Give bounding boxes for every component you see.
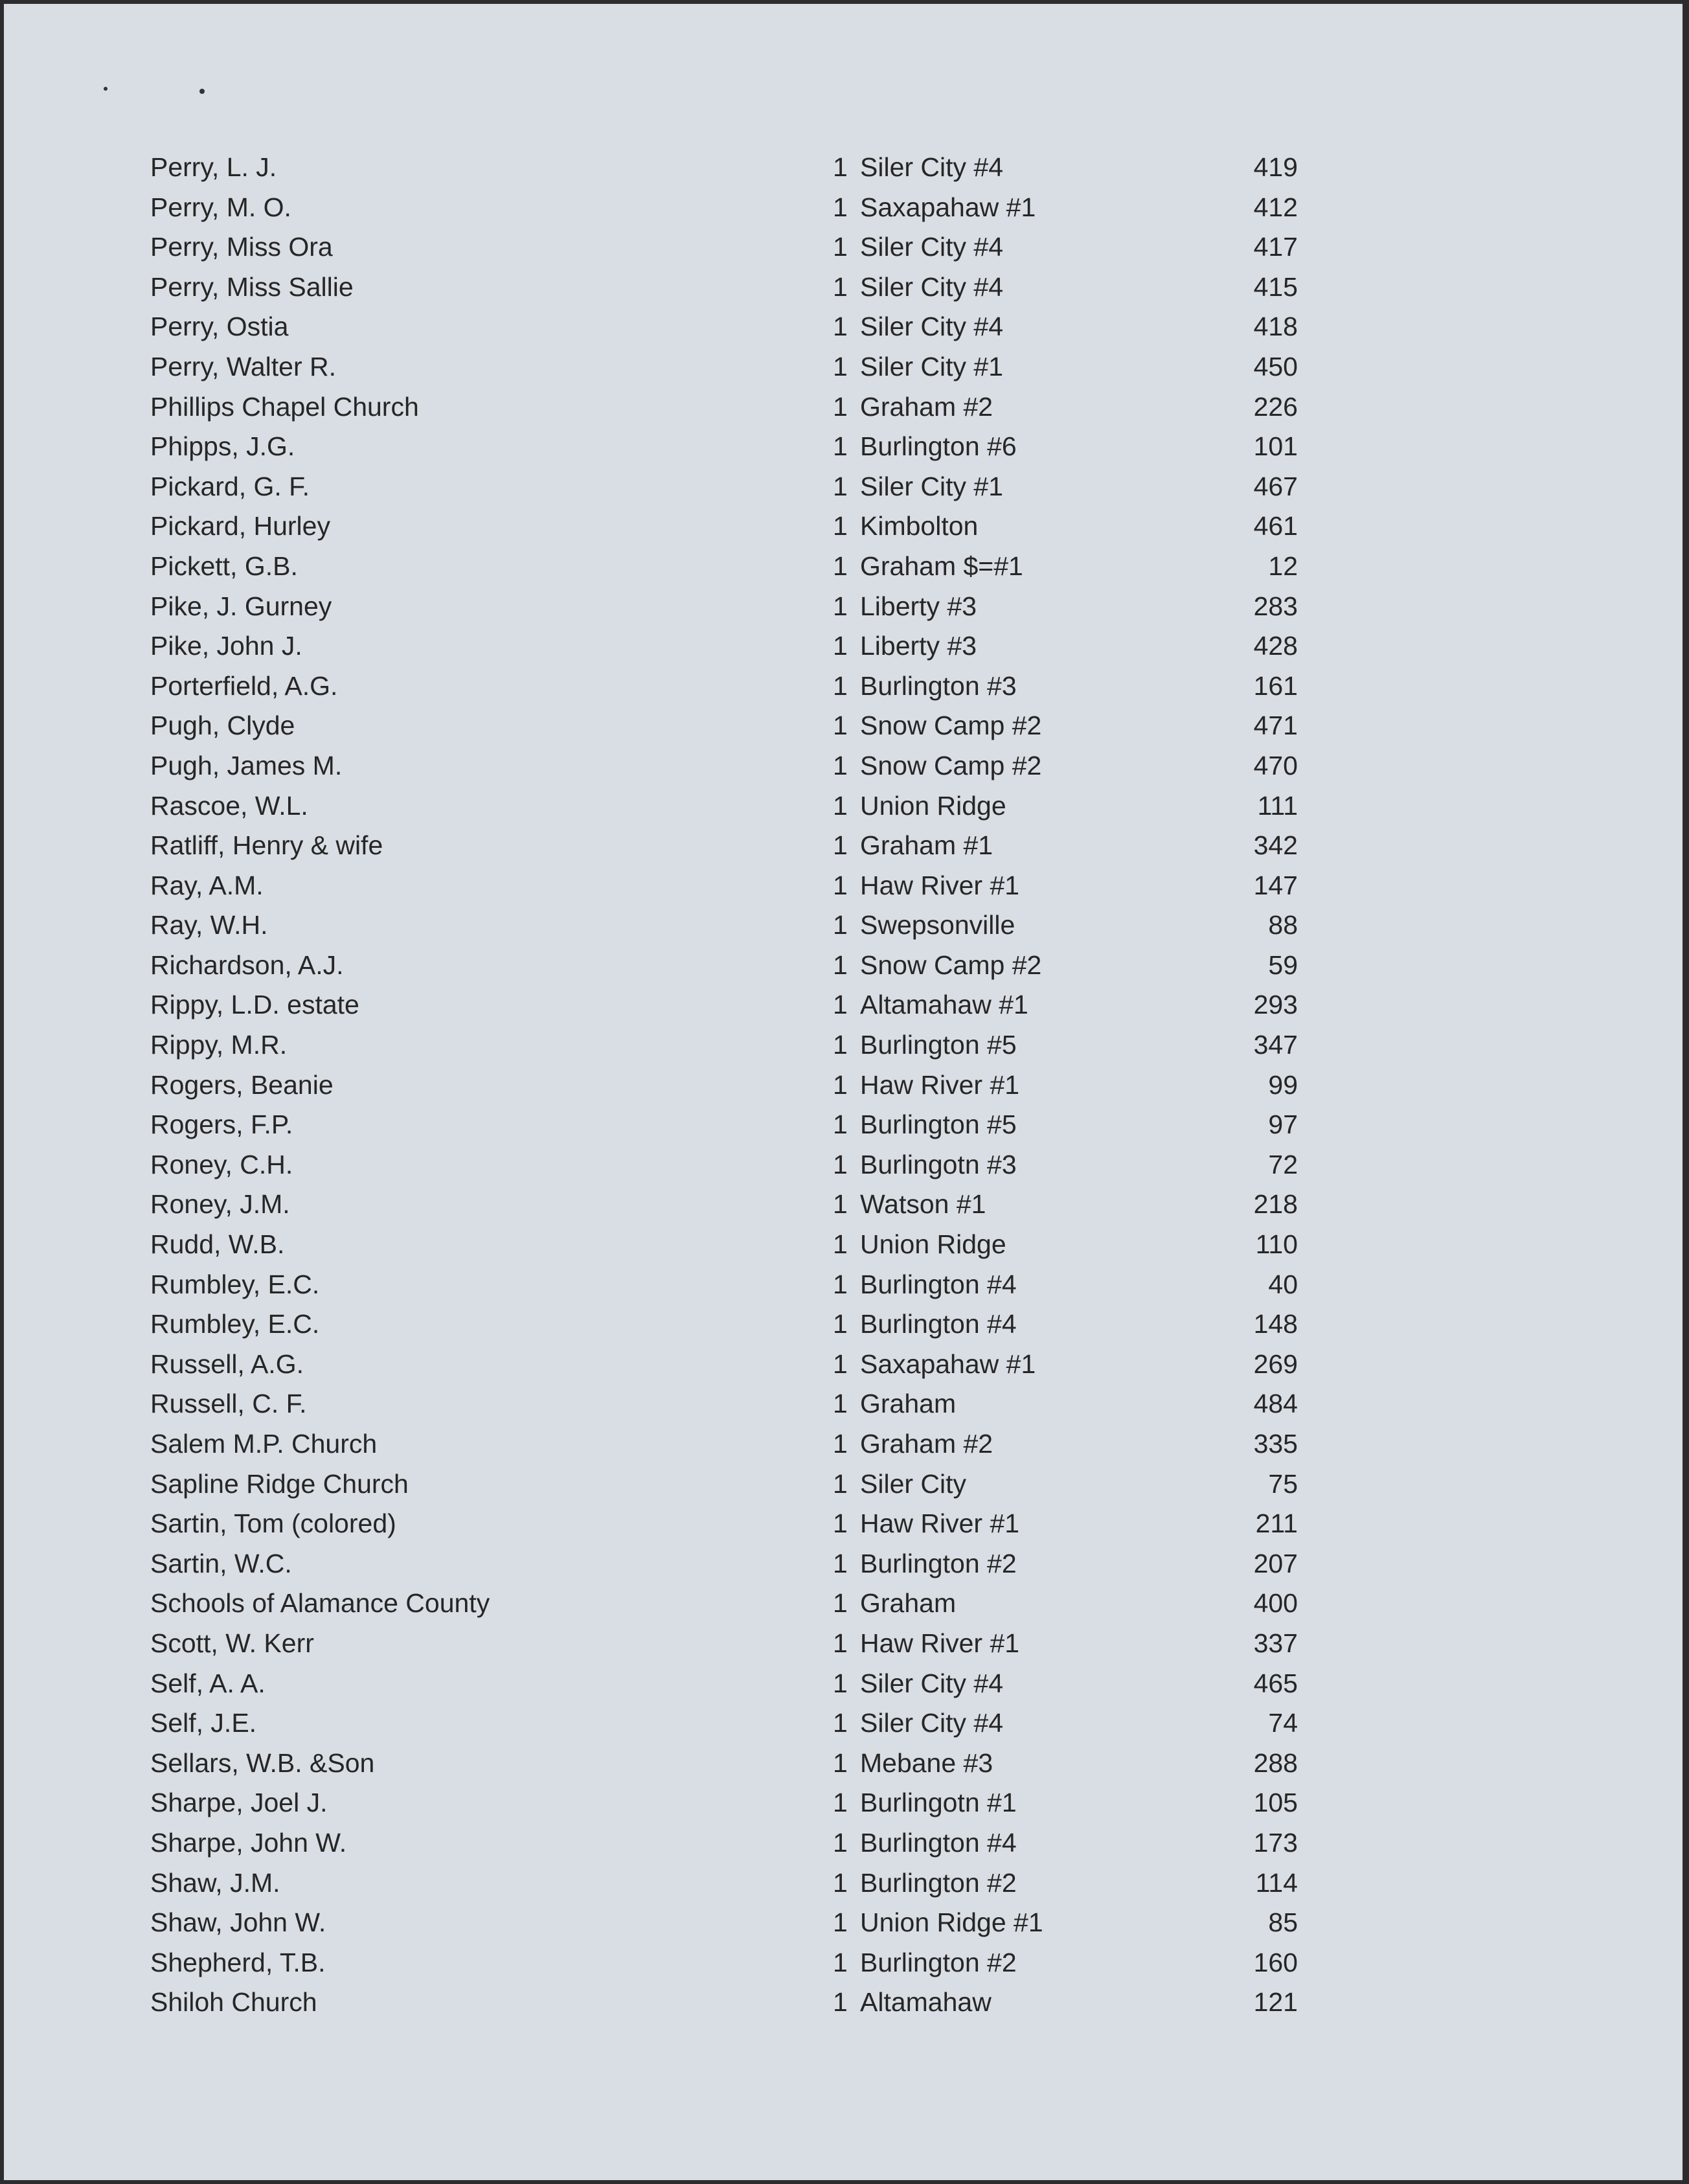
entry-name: Shepherd, T.B.: [150, 1947, 326, 1977]
entry-number: 288: [1253, 1747, 1298, 1778]
entry-quantity: 1: [833, 471, 848, 501]
entry-quantity: 1: [833, 1628, 848, 1658]
entry-quantity: 1: [833, 1548, 848, 1578]
entry-number: 207: [1253, 1548, 1298, 1578]
list-item: [4, 1145, 1683, 1185]
entry-location: Snow Camp #2: [860, 950, 1042, 980]
list-item: [4, 666, 1683, 707]
entry-name: Perry, Miss Ora: [150, 232, 333, 262]
entry-location: Burlington #4: [860, 1827, 1017, 1858]
entry-number: 471: [1253, 711, 1298, 741]
entry-name: Pike, J. Gurney: [150, 591, 332, 621]
list-item: [4, 427, 1683, 467]
entry-name: Schools of Alamance County: [150, 1588, 490, 1619]
entry-location: Burlingotn #1: [860, 1788, 1017, 1818]
entry-location: Swepsonville: [860, 910, 1015, 940]
entry-number: 74: [1268, 1708, 1298, 1738]
entry-number: 342: [1253, 830, 1298, 861]
list-item: [4, 1065, 1683, 1106]
list-item: [4, 1783, 1683, 1823]
list-item: [4, 148, 1683, 188]
list-item: [4, 1823, 1683, 1863]
entry-quantity: 1: [833, 1189, 848, 1220]
entry-name: Perry, L. J.: [150, 152, 277, 182]
stray-mark: [104, 87, 108, 91]
entry-name: Pugh, Clyde: [150, 711, 295, 741]
entry-name: Perry, Miss Sallie: [150, 271, 354, 302]
entry-number: 467: [1253, 471, 1298, 501]
entry-number: 450: [1253, 351, 1298, 381]
entry-number: 269: [1253, 1348, 1298, 1379]
entry-quantity: 1: [833, 232, 848, 262]
entry-number: 59: [1268, 950, 1298, 980]
entry-number: 105: [1253, 1788, 1298, 1818]
entry-location: Union Ridge #1: [860, 1907, 1043, 1938]
list-item: [4, 1384, 1683, 1424]
entry-number: 218: [1253, 1189, 1298, 1220]
entry-name: Pickett, G.B.: [150, 551, 298, 581]
entry-number: 111: [1257, 790, 1298, 821]
list-item: [4, 985, 1683, 1025]
list-item: [4, 1703, 1683, 1744]
entry-quantity: 1: [833, 750, 848, 780]
entry-quantity: 1: [833, 1907, 848, 1938]
entry-location: Burlington #5: [860, 1109, 1017, 1140]
list-item: [4, 1464, 1683, 1505]
entry-location: Snow Camp #2: [860, 711, 1042, 741]
entry-quantity: 1: [833, 950, 848, 980]
entry-location: Siler City #1: [860, 471, 1004, 501]
entry-number: 484: [1253, 1389, 1298, 1419]
entry-name: Salem M.P. Church: [150, 1429, 378, 1459]
entry-quantity: 1: [833, 312, 848, 342]
entry-location: Burlington #2: [860, 1548, 1017, 1578]
entry-name: Shaw, John W.: [150, 1907, 326, 1938]
entry-name: Sartin, Tom (colored): [150, 1508, 396, 1539]
entry-quantity: 1: [833, 391, 848, 422]
entry-number: 465: [1253, 1668, 1298, 1698]
entry-name: Phillips Chapel Church: [150, 391, 419, 422]
entry-location: Siler City #4: [860, 271, 1004, 302]
entry-location: Burlington #2: [860, 1947, 1017, 1977]
entry-name: Pickard, Hurley: [150, 511, 330, 541]
entry-name: Russell, A.G.: [150, 1348, 304, 1379]
entry-quantity: 1: [833, 1947, 848, 1977]
entry-name: Rudd, W.B.: [150, 1229, 285, 1260]
list-item: [4, 307, 1683, 347]
entry-name: Roney, J.M.: [150, 1189, 290, 1220]
entry-location: Mebane #3: [860, 1747, 993, 1778]
entry-location: Burlington #4: [860, 1309, 1017, 1339]
list-item: [4, 1185, 1683, 1225]
list-item: [4, 1983, 1683, 2023]
entry-quantity: 1: [833, 870, 848, 900]
list-item: [4, 946, 1683, 986]
entry-location: Burlington #3: [860, 670, 1017, 701]
list-item: [4, 1424, 1683, 1464]
entry-quantity: 1: [833, 511, 848, 541]
entry-location: Graham #2: [860, 391, 993, 422]
entry-number: 412: [1253, 192, 1298, 222]
entry-location: Union Ridge: [860, 1229, 1006, 1260]
list-item: [4, 746, 1683, 786]
list-item: [4, 1664, 1683, 1704]
list-item: [4, 1903, 1683, 1943]
entry-number: 147: [1253, 870, 1298, 900]
entry-number: 400: [1253, 1588, 1298, 1619]
list-item: [4, 826, 1683, 866]
entry-number: 97: [1268, 1109, 1298, 1140]
list-item: [4, 1265, 1683, 1305]
entry-location: Union Ridge: [860, 790, 1006, 821]
entry-location: Siler City #1: [860, 351, 1004, 381]
entry-name: Rumbley, E.C.: [150, 1309, 320, 1339]
entry-location: Burlington #6: [860, 431, 1017, 462]
entry-location: Altamahaw: [860, 1987, 992, 2018]
entry-location: Liberty #3: [860, 631, 977, 661]
list-item: [4, 1544, 1683, 1584]
entry-quantity: 1: [833, 1708, 848, 1738]
entry-location: Burlington #4: [860, 1269, 1017, 1299]
entry-quantity: 1: [833, 1788, 848, 1818]
entry-number: 161: [1253, 670, 1298, 701]
entry-name: Scott, W. Kerr: [150, 1628, 314, 1658]
entry-name: Shiloh Church: [150, 1987, 317, 2018]
entry-location: Haw River #1: [860, 870, 1020, 900]
entry-number: 337: [1253, 1628, 1298, 1658]
entry-quantity: 1: [833, 591, 848, 621]
list-item: [4, 587, 1683, 627]
entry-name: Perry, M. O.: [150, 192, 291, 222]
entry-number: 283: [1253, 591, 1298, 621]
list-item: [4, 706, 1683, 746]
entry-location: Haw River #1: [860, 1069, 1020, 1100]
entry-quantity: 1: [833, 790, 848, 821]
entry-name: Roney, C.H.: [150, 1149, 293, 1179]
list-item: [4, 547, 1683, 587]
entry-number: 418: [1253, 312, 1298, 342]
entry-location: Siler City: [860, 1468, 967, 1499]
entry-name: Sharpe, John W.: [150, 1827, 347, 1858]
entry-number: 72: [1268, 1149, 1298, 1179]
entry-location: Burlington #2: [860, 1867, 1017, 1898]
list-item: [4, 1943, 1683, 1983]
entry-location: Graham: [860, 1588, 957, 1619]
entry-location: Haw River #1: [860, 1628, 1020, 1658]
entry-number: 417: [1253, 232, 1298, 262]
list-item: [4, 1345, 1683, 1385]
entry-quantity: 1: [833, 1747, 848, 1778]
list-item: [4, 267, 1683, 308]
entry-name: Pugh, James M.: [150, 750, 343, 780]
list-item: [4, 1624, 1683, 1664]
entry-quantity: 1: [833, 1468, 848, 1499]
list-item: [4, 1584, 1683, 1624]
entry-quantity: 1: [833, 711, 848, 741]
entry-location: Haw River #1: [860, 1508, 1020, 1539]
entry-number: 121: [1253, 1987, 1298, 2018]
list-item: [4, 1504, 1683, 1544]
entry-quantity: 1: [833, 1867, 848, 1898]
entry-number: 114: [1255, 1867, 1298, 1898]
entry-name: Ray, W.H.: [150, 910, 268, 940]
entry-name: Sartin, W.C.: [150, 1548, 292, 1578]
list-item: [4, 347, 1683, 387]
list-item: [4, 866, 1683, 906]
entry-number: 419: [1253, 152, 1298, 182]
entry-location: Siler City #4: [860, 152, 1004, 182]
entry-name: Sellars, W.B. &Son: [150, 1747, 375, 1778]
list-item: [4, 188, 1683, 228]
entry-number: 99: [1268, 1069, 1298, 1100]
entry-name: Self, J.E.: [150, 1708, 257, 1738]
entry-number: 226: [1253, 391, 1298, 422]
entry-location: Altamahaw #1: [860, 990, 1028, 1020]
entry-location: Siler City #4: [860, 1708, 1004, 1738]
entry-name: Self, A. A.: [150, 1668, 266, 1698]
entry-name: Sharpe, Joel J.: [150, 1788, 328, 1818]
list-item: [4, 1863, 1683, 1904]
entry-quantity: 1: [833, 910, 848, 940]
entry-quantity: 1: [833, 1668, 848, 1698]
entry-name: Rogers, Beanie: [150, 1069, 334, 1100]
entry-quantity: 1: [833, 1348, 848, 1379]
entry-location: Burlington #5: [860, 1030, 1017, 1060]
entry-location: Graham #1: [860, 830, 993, 861]
entry-location: Watson #1: [860, 1189, 986, 1220]
list-item: [4, 905, 1683, 946]
entry-quantity: 1: [833, 1149, 848, 1179]
entry-location: Saxapahaw #1: [860, 1348, 1036, 1379]
entry-quantity: 1: [833, 152, 848, 182]
list-item: [4, 626, 1683, 666]
entry-quantity: 1: [833, 670, 848, 701]
entry-quantity: 1: [833, 1069, 848, 1100]
entry-location: Siler City #4: [860, 232, 1004, 262]
list-item: [4, 227, 1683, 267]
list-item: [4, 387, 1683, 427]
list-item: [4, 506, 1683, 547]
list-item: [4, 1105, 1683, 1145]
entry-name: Richardson, A.J.: [150, 950, 344, 980]
entry-quantity: 1: [833, 631, 848, 661]
entry-number: 40: [1268, 1269, 1298, 1299]
list-item: [4, 1304, 1683, 1345]
entry-number: 293: [1253, 990, 1298, 1020]
entry-quantity: 1: [833, 1109, 848, 1140]
entry-name: Phipps, J.G.: [150, 431, 295, 462]
entry-location: Kimbolton: [860, 511, 979, 541]
entry-quantity: 1: [833, 1309, 848, 1339]
list-item: [4, 786, 1683, 826]
entry-name: Perry, Ostia: [150, 312, 289, 342]
entry-location: Burlingotn #3: [860, 1149, 1017, 1179]
entry-name: Rascoe, W.L.: [150, 790, 308, 821]
document-page: [4, 4, 1683, 2180]
entry-number: 461: [1253, 511, 1298, 541]
entry-number: 12: [1268, 551, 1298, 581]
entry-number: 148: [1253, 1309, 1298, 1339]
entry-name: Rippy, M.R.: [150, 1030, 288, 1060]
entry-quantity: 1: [833, 431, 848, 462]
entry-number: 335: [1253, 1429, 1298, 1459]
list-item: [4, 1225, 1683, 1265]
entry-quantity: 1: [833, 990, 848, 1020]
entry-name: Sapline Ridge Church: [150, 1468, 409, 1499]
list-item: [4, 1744, 1683, 1784]
entry-quantity: 1: [833, 1389, 848, 1419]
entry-number: 415: [1253, 271, 1298, 302]
entry-name: Perry, Walter R.: [150, 351, 337, 381]
entry-number: 75: [1268, 1468, 1298, 1499]
entry-list: [4, 148, 1683, 2023]
entry-name: Pike, John J.: [150, 631, 302, 661]
stray-mark: [199, 89, 205, 94]
entry-number: 173: [1253, 1827, 1298, 1858]
entry-name: Ratliff, Henry & wife: [150, 830, 383, 861]
entry-quantity: 1: [833, 551, 848, 581]
entry-quantity: 1: [833, 1508, 848, 1539]
entry-quantity: 1: [833, 1588, 848, 1619]
entry-name: Porterfield, A.G.: [150, 670, 338, 701]
entry-quantity: 1: [833, 1030, 848, 1060]
entry-location: Snow Camp #2: [860, 750, 1042, 780]
entry-location: Saxapahaw #1: [860, 192, 1036, 222]
entry-quantity: 1: [833, 351, 848, 381]
entry-name: Rogers, F.P.: [150, 1109, 293, 1140]
entry-quantity: 1: [833, 1229, 848, 1260]
entry-number: 110: [1255, 1229, 1298, 1260]
entry-number: 101: [1253, 431, 1298, 462]
entry-number: 160: [1253, 1947, 1298, 1977]
entry-number: 470: [1253, 750, 1298, 780]
entry-number: 347: [1253, 1030, 1298, 1060]
entry-quantity: 1: [833, 1429, 848, 1459]
entry-name: Pickard, G. F.: [150, 471, 310, 501]
entry-location: Graham #2: [860, 1429, 993, 1459]
entry-number: 211: [1255, 1508, 1298, 1539]
entry-location: Liberty #3: [860, 591, 977, 621]
entry-quantity: 1: [833, 192, 848, 222]
entry-location: Siler City #4: [860, 312, 1004, 342]
entry-number: 88: [1268, 910, 1298, 940]
entry-number: 428: [1253, 631, 1298, 661]
entry-quantity: 1: [833, 1827, 848, 1858]
list-item: [4, 1025, 1683, 1065]
entry-location: Graham $=#1: [860, 551, 1023, 581]
entry-name: Russell, C. F.: [150, 1389, 307, 1419]
entry-name: Rumbley, E.C.: [150, 1269, 320, 1299]
entry-name: Ray, A.M.: [150, 870, 264, 900]
entry-location: Graham: [860, 1389, 957, 1419]
entry-name: Shaw, J.M.: [150, 1867, 280, 1898]
list-item: [4, 467, 1683, 507]
entry-quantity: 1: [833, 271, 848, 302]
entry-location: Siler City #4: [860, 1668, 1004, 1698]
entry-quantity: 1: [833, 1987, 848, 2018]
entry-number: 85: [1268, 1907, 1298, 1938]
entry-quantity: 1: [833, 830, 848, 861]
entry-name: Rippy, L.D. estate: [150, 990, 359, 1020]
entry-quantity: 1: [833, 1269, 848, 1299]
